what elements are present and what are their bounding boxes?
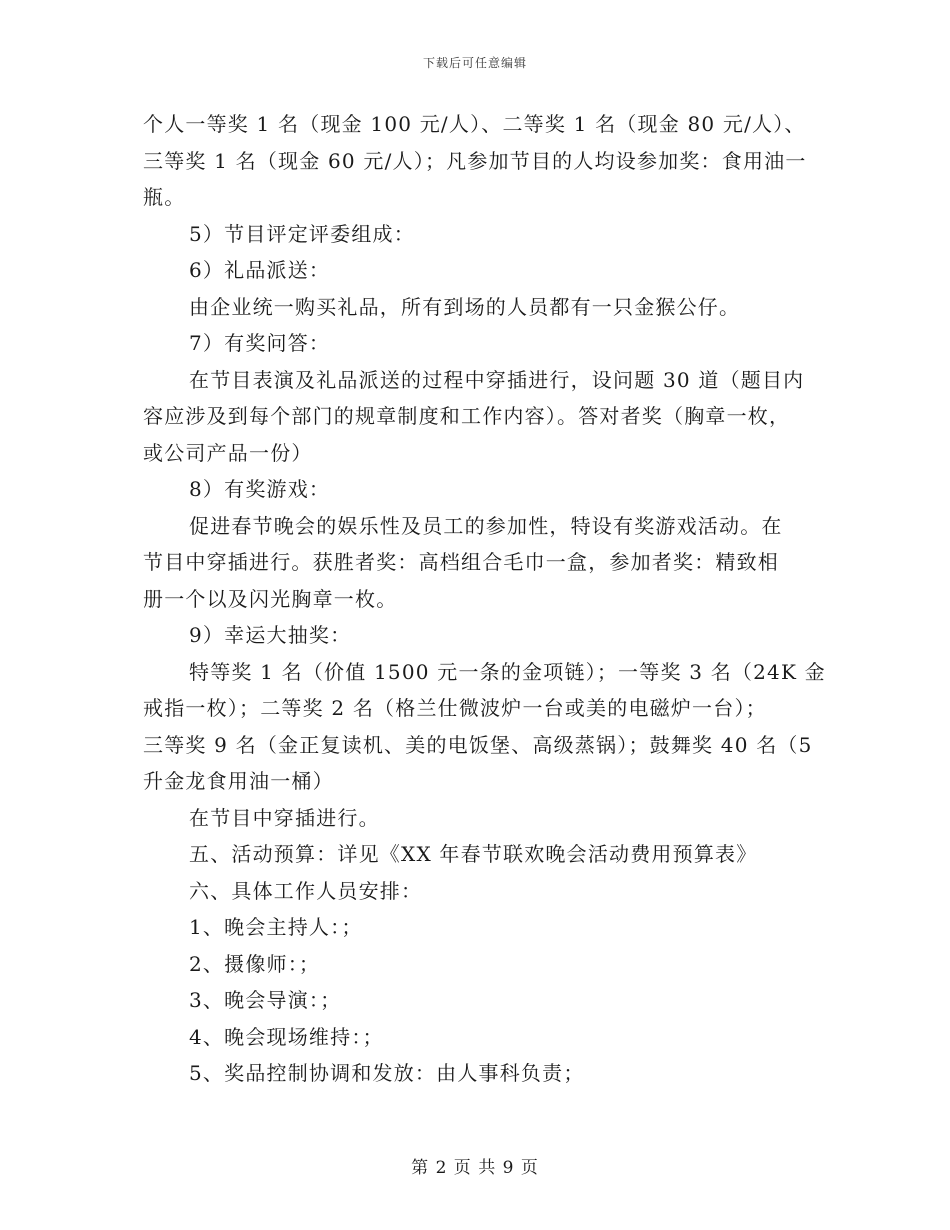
text-line: 在节目表演及礼品派送的过程中穿插进行，设问题 30 道（题目内 — [189, 367, 805, 392]
page-header: 下载后可任意编辑 — [422, 56, 527, 70]
text-line: 或公司产品一份） — [143, 440, 313, 465]
text-line: 瓶。 — [143, 185, 186, 209]
text-line: 特等奖 1 名（价值 1500 元一条的金项链）；一等奖 3 名（24K 金 — [189, 659, 826, 684]
text-line: 戒指一枚）；二等奖 2 名（格兰仕微波炉一台或美的电磁炉一台）； — [143, 696, 767, 720]
document-body — [143, 106, 826, 1092]
list-item: 5、奖品控制协调和发放：由人事科负责； — [189, 1061, 585, 1085]
section-heading: 7）有奖问答： — [189, 331, 331, 355]
section-heading: 9）幸运大抽奖： — [189, 623, 352, 647]
text-line: 三等奖 9 名（金正复读机、美的电饭堡、高级蒸锅）；鼓舞奖 40 名（5 — [143, 732, 813, 757]
text-line: 册一个以及闪光胸章一枚。 — [143, 586, 398, 611]
text-line: 个人一等奖 1 名（现金 100 元/人）、二等奖 1 名（现金 80 元/人）、 — [143, 112, 806, 136]
list-item: 1、晚会主持人：； — [189, 915, 363, 939]
text-line: 由企业统一购买礼品，所有到场的人员都有一只金猴公仔。 — [189, 294, 741, 319]
text-line: 容应涉及到每个部门的规章制度和工作内容）。答对者奖（胸章一枚， — [143, 404, 791, 428]
list-item: 3、晚会导演：； — [189, 988, 342, 1012]
section-heading: 8）有奖游戏： — [189, 477, 331, 501]
list-item: 4、晚会现场维持：； — [189, 1024, 384, 1049]
text-line: 节目中穿插进行。获胜者奖：高档组合毛巾一盒，参加者奖：精致相 — [143, 550, 779, 574]
text-line: 在节目中穿插进行。 — [189, 805, 380, 830]
section-heading: 5）节目评定评委组成： — [189, 221, 415, 246]
list-item: 2、摄像师：； — [189, 951, 321, 976]
section-heading: 五、活动预算：详见《XX 年春节联欢晚会活动费用预算表》 — [189, 842, 758, 866]
section-heading: 6）礼品派送： — [189, 258, 331, 282]
text-line: 促进春节晚会的娱乐性及员工的参加性，特设有奖游戏活动。在 — [189, 513, 783, 538]
page-number: 第 2 页 共 9 页 — [411, 1158, 539, 1178]
section-heading: 六、具体工作人员安排： — [189, 878, 423, 903]
text-line: 三等奖 1 名（现金 60 元/人）；凡参加节目的人均设参加奖：食用油一 — [143, 148, 807, 173]
text-line: 升金龙食用油一桶） — [143, 769, 334, 793]
